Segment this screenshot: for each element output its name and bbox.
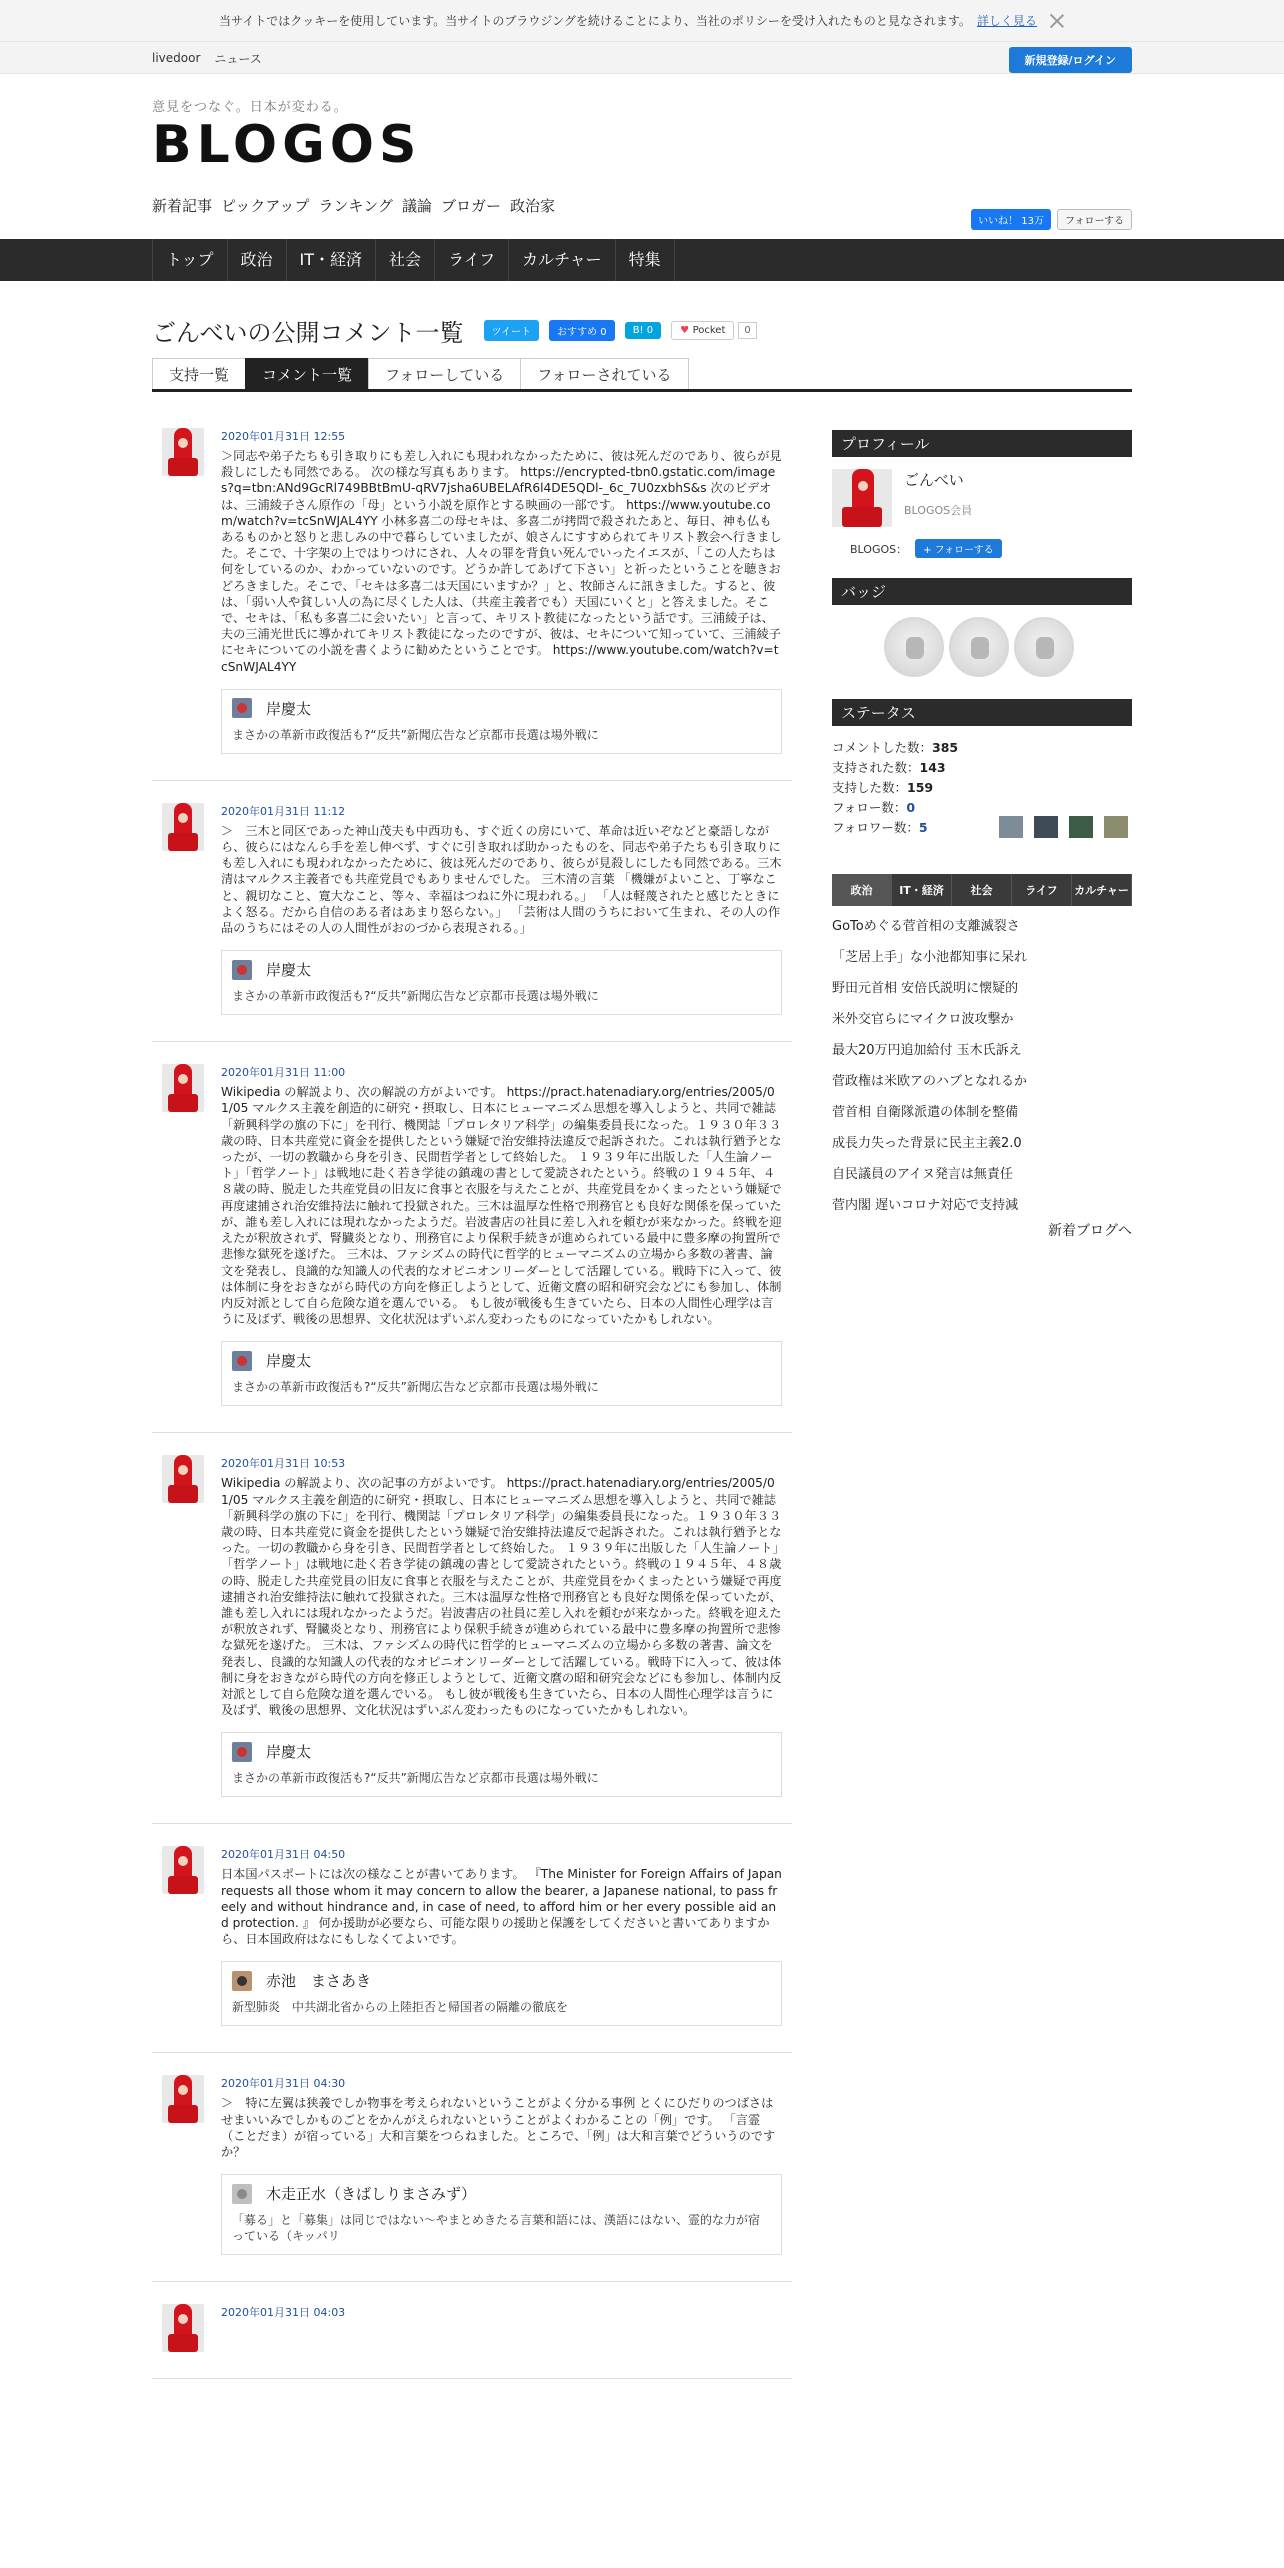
- follower-avatar[interactable]: [1034, 816, 1058, 838]
- twitter-follow-button[interactable]: フォローする: [1057, 209, 1132, 230]
- nav-politicians[interactable]: 政治家: [509, 197, 555, 215]
- news-link[interactable]: 菅政権は米欧アのハブとなれるか: [832, 1074, 1028, 1089]
- user-avatar[interactable]: [162, 2075, 204, 2123]
- tab-following[interactable]: フォローしている: [368, 358, 521, 389]
- hatena-bookmark-button[interactable]: B! 0: [625, 322, 661, 339]
- cookie-text: 当サイトではクッキーを使用しています。当サイトのブラウジングを続けることにより、当社のポリシーを受け入れたものと見なされます。: [219, 14, 971, 28]
- badge-icon[interactable]: [884, 617, 944, 677]
- more-blogs-link[interactable]: 新着ブログへ: [1048, 1223, 1132, 1239]
- news-link[interactable]: ニュース: [214, 51, 262, 66]
- follower-avatar[interactable]: [1104, 816, 1128, 838]
- status-heading: ステータス: [832, 699, 1132, 726]
- follow-label: フォローする: [934, 545, 994, 556]
- comment-text: Wikipedia の解説より、次の記事の方がよいです。 https://pract.hatenadiary.org/entries/2005/01/05 マルクス主義を創造的に研究・摂取し、日本にヒューマニズム思想を導入しようと、共同で雑誌「新興科学の旗の下に」を刊行、機関誌「プロレタリア科学」の編集委員長になった。１９３０年３３歳の時、日本共産党に資金を提供したという嫌疑で治安維持法違反で起訴された。これは執行猶予となった。一切の教職から身を引き、民間哲学者として終始した。 １９３９年に出版した「人生論ノート」「哲学ノート」は戦地に赴く若き学徒の鎮魂の書として愛読されたという。終戦の１９４５年、４８歳の時、脱走した共産党員の旧友に食事と衣服を与えたことが、共産党員をかくまったという嫌疑で再度逮捕され治安維持法に触れて投獄された。三木は温厚な性格で刑務官とも良好な関係を保っていたが、誰も差し入れには現れなかったようだ。岩波書店の社員に差し入れを頼むが来なかった。終戦を迎えたが釈放されず、腎臓炎となり、刑務官により保釈手続きが進められている最中に豊多摩の拘置所で悲惨な獄死を遂げた。 三木は、ファシズムの時代に哲学的ヒューマニズムの立場から多数の著書、論文を発表し、良識的な知識人の代表的なオピニオンリーダーとして活躍している。戦時下に入って、彼は体制に身をおきながら時代の方向を修正しようとして、近衛文麿の昭和研究会などにも参加し、体制内反対派として自ら危険な道を選んでいる。 もし彼が戦後も生きていたら、日本の人間性心理学は言うに及ばず、戦後の思想界、文化状況はずいぶん変わったものになっていたかもしれない。: [221, 1476, 782, 1718]
- pocket-count: 0: [738, 322, 756, 339]
- news-tab-life[interactable]: ライフ: [1012, 874, 1072, 906]
- user-avatar[interactable]: [162, 1846, 204, 1894]
- news-tab-it-economy[interactable]: IT・経済: [892, 874, 952, 906]
- news-tab-society[interactable]: 社会: [952, 874, 1012, 906]
- cat-it-economy[interactable]: IT・経済: [286, 239, 376, 281]
- sidebar: [832, 430, 1132, 2379]
- comment-list: [152, 406, 792, 2379]
- site-header: [0, 74, 1284, 239]
- news-link[interactable]: 野田元首相 安倍氏説明に懐疑的: [832, 981, 1019, 996]
- comment-item: [152, 2053, 792, 2282]
- news-link[interactable]: GoToめぐる菅首相の支離滅裂さ: [832, 919, 1020, 934]
- cat-society[interactable]: 社会: [375, 239, 434, 281]
- author-icon: [232, 1351, 252, 1371]
- comment-item: [152, 406, 792, 781]
- author-icon: [232, 698, 252, 718]
- article-title[interactable]: まさかの革新市政復活も?“反共”新聞広告など京都市長選は場外戦に: [232, 727, 599, 742]
- follower-avatar[interactable]: [999, 816, 1023, 838]
- profile-name: ごんべい: [904, 471, 964, 489]
- nav-ranking[interactable]: ランキング: [318, 197, 393, 215]
- comment-text: ＞ 特に左翼は狭義でしか物事を考えられないということがよく分かる事例 とくにひだりのつばさはせまいいみでしかものごとをかんがえられないということがよくわかることの「例」です。 「言霊（ことだま）が宿っている」大和言葉をつらねました。ところで、「例」は大和言葉でどういうのですか？: [221, 2096, 776, 2159]
- cat-politics[interactable]: 政治: [227, 239, 286, 281]
- comment-item: [152, 1433, 792, 1824]
- stat-followers: フォロワー数：5: [832, 820, 928, 835]
- news-link[interactable]: 米外交官らにマイクロ波攻撃か: [832, 1012, 1014, 1027]
- cat-life[interactable]: ライフ: [434, 239, 508, 281]
- author-name[interactable]: 岸慶太: [266, 699, 312, 718]
- comment-date[interactable]: 2020年01月31日 12:55: [221, 430, 346, 443]
- tab-supports[interactable]: 支持一覧: [152, 358, 246, 389]
- user-avatar[interactable]: [162, 1064, 204, 1112]
- article-reference[interactable]: [221, 1961, 782, 2026]
- plus-icon: +: [923, 545, 935, 556]
- news-link[interactable]: 「芝居上手」な小池都知事に呆れ: [832, 950, 1028, 965]
- badge-list: [884, 617, 1132, 677]
- follow-button[interactable]: [915, 539, 1002, 558]
- blogos-logo[interactable]: BLOGOS: [152, 115, 422, 175]
- page-title-row: [152, 313, 1132, 348]
- tab-comments[interactable]: コメント一覧: [245, 358, 369, 389]
- category-nav: [0, 239, 1284, 281]
- profile-heading: プロフィール: [832, 430, 1132, 457]
- pocket-button[interactable]: [671, 321, 734, 340]
- news-tabs: [832, 874, 1132, 906]
- tagline: 意見をつなぐ。日本が変わる。: [152, 100, 348, 115]
- nav-pickup[interactable]: ピックアップ: [221, 197, 310, 215]
- author-icon: [232, 2184, 252, 2204]
- article-title[interactable]: まさかの革新市政復活も?“反共”新聞広告など京都市長選は場外戦に: [232, 1380, 599, 1395]
- news-link[interactable]: 最大20万円追加給付 玉木氏訴え: [832, 1043, 1022, 1058]
- comment-text: Wikipedia の解説より、次の解説の方がよいです。 https://pract.hatenadiary.org/entries/2005/01/05 マルクス主義を創造的に研究・摂取し、日本にヒューマニズム思想を導入しようと、共同で雑誌「新興科学の旗の下に」を刊行、機関誌「プロレタリア科学」の編集委員長になった。１９３０年３３歳の時、日本共産党に資金を提供したという嫌疑で治安維持法違反で起訴された。これは執行猶予となったが、一切の教職から身を引き、民間哲学者として終始した。 １９３９年に出版した「人生論ノート」「哲学ノート」は戦地に赴く若き学徒の鎮魂の書として愛読されたという。終戦の１９４５年、４８歳の時、脱走した共産党員の旧友に食事と衣服を与えたことが、共産党員をかくまったという嫌疑で再度逮捕され治安維持法に触れて投獄された。三木は温厚な性格で刑務官とも良好な関係を保っていたが、誰も差し入れには現れなかったようだ。岩波書店の社員に差し入れを頼むが来なかった。終戦を迎えたが釈放されず、腎臓炎となり、刑務官により保釈手続きが進められている最中に豊多摩の拘置所で悲惨な獄死を遂げた。 三木は、ファシズムの時代に哲学的ヒューマニズムの立場から多数の著書、論文を発表し、良識的な知識人の代表的なオピニオンリーダーとして活躍している。戦時下に入って、彼は体制に身をおきながら時代の方向を修正しようとして、近衛文麿の昭和研究会などにも参加し、体制内反対派として自ら危険な道を選んでいる。 もし彼が戦後も生きていたら、日本の人間性心理学は言うに及ばず、戦後の思想界、文化状況はずいぶん変わったものになっていたかもしれない。: [221, 1085, 782, 1327]
- tab-followers[interactable]: フォローされている: [520, 358, 688, 389]
- header-social: [971, 209, 1132, 230]
- comment-date[interactable]: 2020年01月31日 10:53: [221, 1457, 346, 1471]
- cookie-details-link[interactable]: 詳しく見る: [976, 14, 1037, 28]
- badge-heading: バッジ: [832, 578, 1132, 605]
- nav-bloggers[interactable]: ブロガー: [440, 197, 501, 215]
- stat-comments: コメントした数：385: [832, 740, 959, 755]
- author-name[interactable]: 木走正水（きばしりまさみず）: [266, 2185, 477, 2204]
- blogos-follow-row: [850, 539, 1132, 558]
- news-tab-politics[interactable]: 政治: [832, 874, 892, 906]
- stat-supports-given: 支持した数：159: [832, 780, 934, 795]
- livedoor-bar: [0, 42, 1284, 74]
- page-title: ごんべいの公開コメント一覧: [152, 319, 464, 347]
- stat-supported: 支持された数：143: [832, 760, 946, 775]
- author-name[interactable]: 岸慶太: [266, 1352, 312, 1371]
- status-list: [832, 738, 1132, 838]
- comment-date[interactable]: 2020年01月31日 04:30: [221, 2077, 346, 2091]
- article-reference[interactable]: [221, 1341, 782, 1406]
- article-title[interactable]: まさかの革新市政復活も?“反共”新聞広告など京都市長選は場外戦に: [232, 989, 599, 1004]
- cat-culture[interactable]: カルチャー: [508, 239, 615, 281]
- article-reference[interactable]: [221, 2174, 782, 2255]
- signup-login-button[interactable]: 新規登録/ログイン: [1009, 47, 1132, 73]
- nav-debate[interactable]: 議論: [401, 197, 432, 215]
- author-icon: [232, 1971, 252, 1991]
- article-reference[interactable]: [221, 689, 782, 754]
- news-tab-culture[interactable]: カルチャー: [1072, 874, 1132, 906]
- follower-avatar[interactable]: [1069, 816, 1093, 838]
- stat-following: フォロー数：0: [832, 800, 916, 815]
- comment-text: ＞同志や弟子たちも引き取りにも差し入れにも現われなかったために、彼は死んだのであり、彼らが見殺しにしたも同然である。 次の様な写真もあります。 https://encrypted-tbn0.gstatic.com/images?q=tbn:ANd9GcRl749BBtBmU-qRV7jsha6UBELAfR6l4DE5QDl-_6c_7U0zxbhS&s 次のビデオは、三浦綾子さん原作の「母」という小説を原作とする映画の一部です。 https://www.youtube.com/watch?v=tcSnWJAL4YY 小林多喜二の母セキは、多喜二が拷問で殺されたあと、毎日、神も仏もあるものかと怒りと悲しみの中で暮らしていましたが、娘さんにすすめられてキリスト教会へ行きました。そこで、十字架の上ではりつけにされ、人々の罪を背負い死んでいったイエスが、「この人たちは何をしているのか、わかっていないのです。どうか許してあげて下さい」と祈ったということを聴きおどろきました。そこで、「セキは多喜二は天国にいますか？」と、牧師さんに訊きました。すると、彼は、「弱い人や貧しい人の為に尽くした人は、（共産主義者でも）天国にいくと」と答えました。そこで、セキは、「私も多喜二に会いたい」と言って、キリスト教徒になったという話です。三浦綾子は、夫の三浦光世氏に導かれてキリスト教徒になったのですが、彼は、セキについて知っていて、三浦綾子にセキについての小説を書くように勧めたということです。 https://www.youtube.com/watch?v=tcSnWJAL4YY: [221, 449, 782, 674]
- cat-top[interactable]: トップ: [152, 239, 227, 281]
- profile-tabs: [152, 358, 1132, 392]
- profile-role: BLOGOS会員: [904, 504, 973, 517]
- blogos-label: BLOGOS：: [850, 542, 908, 556]
- facebook-recommend-button[interactable]: おすすめ 0: [549, 320, 615, 341]
- news-list: [832, 916, 1132, 1226]
- user-avatar[interactable]: [162, 2304, 204, 2352]
- comment-item: [152, 1042, 792, 1433]
- author-icon: [232, 960, 252, 980]
- article-reference[interactable]: [221, 950, 782, 1015]
- comment-date[interactable]: 2020年01月31日 04:50: [221, 1848, 346, 1862]
- author-name[interactable]: 岸慶太: [266, 961, 312, 980]
- facebook-like-button[interactable]: いいね！ 13万: [971, 209, 1051, 230]
- user-avatar[interactable]: [162, 1455, 204, 1503]
- comment-item: [152, 781, 792, 1042]
- news-link[interactable]: 菅内閣 遅いコロナ対応で支持減: [832, 1198, 1019, 1213]
- news-link[interactable]: 成長力失った背景に民主主義2.0: [832, 1136, 1022, 1151]
- comment-item: [152, 2282, 792, 2379]
- user-avatar[interactable]: [162, 428, 204, 476]
- article-reference[interactable]: [221, 1732, 782, 1797]
- badge-icon[interactable]: [1014, 617, 1074, 677]
- profile-card: [832, 469, 1132, 527]
- article-title[interactable]: まさかの革新市政復活も?“反共”新聞広告など京都市長選は場外戦に: [232, 1771, 599, 1786]
- nav-new-articles[interactable]: 新着記事: [152, 197, 213, 215]
- news-link[interactable]: 自民議員のアイヌ発言は無責任: [832, 1167, 1013, 1182]
- pocket-label: Pocket: [692, 325, 726, 336]
- article-title[interactable]: 「募る」と「募集」は同じではない～やまとめきたる言葉和語には、漢語にはない、霊的な力が宿っている（キッパリ: [232, 2213, 761, 2244]
- comment-text: 日本国パスポートには次の様なことが書いてあります。 『The Minister for Foreign Affairs of Japan requests all those whom it may concern to allow the bearer, a Japanese national, to pass freely and without hindrance and, in case of need, to afford him or her every possible aid and protection. 』 何か援助が必要なら、可能な限りの援助と保護をしてくださいと書いてありますから、日本国政府はなにもしなくてよいです。: [221, 1867, 782, 1947]
- comment-text: ＞ 三木と同区であった神山茂夫も中西功も、すぐ近くの房にいて、革命は近いぞなどと豪語しながら、彼らにはなんら手を差し伸べず、すぐに引き取れば助かったものを、同志や弟子たちも引き取りにも差し入れにも現われなかったために、彼は死んだのであり、彼らが見殺しにしたも同然である。三木清はマルクス主義者でも共産党員でもありませんでした。 三木清の言葉 「機嫌がよいこと、丁寧なこと、親切なこと、寛大なこと、等々、幸福はつねに外に現われる。」 「人は軽蔑されたと感じたときによく怒る。だから自信のある者はあまり怒らない。」 「芸術は人間のうちにおいて生まれ、その人の作品のうちにはその人の人間性がおのづから表現される。」: [221, 823, 782, 936]
- livedoor-link[interactable]: livedoor: [152, 51, 201, 65]
- tweet-button[interactable]: ツイート: [484, 320, 540, 341]
- news-link[interactable]: 菅首相 自衛隊派遣の体制を整備: [832, 1105, 1019, 1120]
- pocket-icon: ♥: [680, 325, 693, 336]
- follower-avatars: [999, 816, 1128, 838]
- comment-item: [152, 1824, 792, 2053]
- author-icon: [232, 1742, 252, 1762]
- article-title[interactable]: 新型肺炎 中共湖北省からの上陸拒否と帰国者の隔離の徹底を: [232, 2000, 569, 2015]
- cookie-banner: [0, 0, 1284, 42]
- comment-date[interactable]: 2020年01月31日 11:00: [221, 1066, 346, 1080]
- author-name[interactable]: 赤池 まさあき: [266, 1972, 372, 1991]
- profile-avatar: [832, 469, 892, 527]
- close-icon[interactable]: [1049, 13, 1065, 29]
- user-avatar[interactable]: [162, 803, 204, 851]
- comment-date[interactable]: 2020年01月31日 04:03: [221, 2306, 346, 2320]
- badge-icon[interactable]: [949, 617, 1009, 677]
- comment-date[interactable]: 2020年01月31日 11:12: [221, 804, 346, 818]
- author-name[interactable]: 岸慶太: [266, 1743, 312, 1762]
- cat-feature[interactable]: 特集: [615, 239, 675, 281]
